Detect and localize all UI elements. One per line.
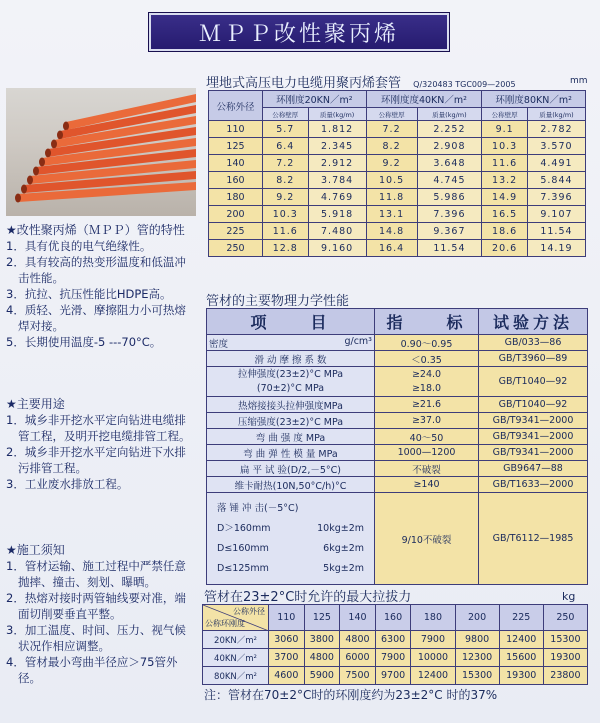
data-cell: 13.1: [366, 206, 417, 223]
data-cell: 7.396: [527, 189, 585, 206]
data-cell: 8.2: [366, 138, 417, 155]
table1-unit: mm: [570, 76, 588, 86]
sub-header: 公称壁厚: [366, 108, 417, 121]
od-col: 200: [455, 605, 499, 631]
pipe-end: [63, 122, 69, 131]
force-cell: 5900: [304, 667, 340, 685]
data-cell: 13.2: [482, 172, 528, 189]
impact-label: 落 锤 冲 击(－5°C) D＞160mm 10kg±2m D≤160mm 6kg±2m D≤125mm 5kg±2m: [207, 493, 375, 585]
force-cell: 15300: [543, 631, 587, 649]
friction-label: 滑 动 摩 擦 系 数: [207, 351, 375, 367]
features-heading: ★改性聚丙烯（ＭＰＰ）管的特性: [6, 223, 185, 237]
sub-header: 公称壁厚: [482, 108, 528, 121]
pipe-end: [39, 158, 45, 167]
construction-item: 4．管材最小弯曲半径应＞75管外径。: [6, 655, 178, 685]
force-cell: 3800: [304, 631, 340, 649]
force-cell: 4800: [304, 649, 340, 667]
force-cell: 12400: [499, 631, 543, 649]
weld-value: ≥21.6: [375, 397, 479, 413]
force-cell: 12300: [455, 649, 499, 667]
features-block: [6, 222, 196, 350]
od-cell: 180: [209, 189, 263, 206]
data-cell: 9.107: [527, 206, 585, 223]
force-cell: 6300: [375, 631, 411, 649]
data-cell: 9.2: [263, 189, 309, 206]
data-cell: 7.2: [263, 155, 309, 172]
data-cell: 7.2: [366, 121, 417, 138]
stiffness-label: 80KN／m²: [203, 667, 269, 685]
table-row: [209, 172, 586, 189]
feature-item: 2．具有较高的热变形温度和低温冲击性能。: [6, 255, 186, 285]
table1-title-text: 埋地式高压电力电缆用聚丙烯套管: [206, 76, 402, 91]
weld-label: 热熔接接头拉伸强度MPa: [207, 397, 375, 413]
pipe-photo: [6, 88, 196, 216]
od-col: 110: [269, 605, 305, 631]
footnote: 注：管材在70±2°C时的环刚度约为23±2°C 时的37%: [204, 688, 498, 702]
flatten-method: GB9647—88: [479, 461, 588, 477]
density-method: GB/033—86: [479, 335, 588, 351]
data-cell: 5.7: [263, 121, 309, 138]
data-cell: 1.812: [308, 121, 366, 138]
group-header: 环刚度度40KN／m²: [366, 91, 482, 108]
sub-header: 质量(kg/m): [527, 108, 585, 121]
force-cell: 9700: [375, 667, 411, 685]
od-col: 140: [340, 605, 376, 631]
force-cell: 10000: [411, 649, 455, 667]
impact-line: D≤125mm 5kg±2m: [217, 562, 364, 574]
force-cell: 6000: [340, 649, 376, 667]
od-cell: 160: [209, 172, 263, 189]
data-cell: 14.19: [527, 240, 585, 257]
flex-strength-label: 弯 曲 强 度 MPa: [207, 429, 375, 445]
data-cell: 5.918: [308, 206, 366, 223]
data-cell: 2.908: [417, 138, 482, 155]
flex-modulus-label: 弯 曲 弹 性 模 量 MPa: [207, 445, 375, 461]
construction-item: 3．加工温度、时间、压力、视气候状况作相应调整。: [6, 623, 186, 653]
sub-header: 质量(kg/m): [417, 108, 482, 121]
weld-method: GB/T1040—92: [479, 397, 588, 413]
friction-value: ＜0.35: [375, 351, 479, 367]
diag-bottom-label: 公称环刚度: [205, 619, 245, 628]
table-row: [209, 138, 586, 155]
force-cell: 15300: [455, 667, 499, 685]
data-cell: 4.491: [527, 155, 585, 172]
feature-item: 5．长期使用温度-5 ---70°C。: [6, 335, 162, 349]
spec-header: 指 标: [375, 309, 479, 335]
data-cell: 9.160: [308, 240, 366, 257]
page-title: ＭＰＰ改性聚丙烯: [148, 12, 450, 52]
od-cell: 250: [209, 240, 263, 257]
data-cell: 18.6: [482, 223, 528, 240]
construction-heading: ★施工须知: [6, 543, 65, 557]
feature-item: 4．质轻、光滑、摩擦阻力小可热熔焊对接。: [6, 303, 186, 333]
data-cell: 20.6: [482, 240, 528, 257]
force-cell: 15600: [499, 649, 543, 667]
pipe-end: [57, 131, 63, 140]
force-cell: 4800: [340, 631, 376, 649]
force-cell: 7900: [411, 631, 455, 649]
data-cell: 11.6: [263, 223, 309, 240]
table3-unit: kg: [562, 590, 576, 603]
force-cell: 19300: [543, 649, 587, 667]
table-row: [209, 223, 586, 240]
data-cell: 9.367: [417, 223, 482, 240]
od-cell: 225: [209, 223, 263, 240]
method-header: 试验方法: [479, 309, 588, 335]
data-cell: 14.9: [482, 189, 528, 206]
pipe-end: [33, 167, 39, 176]
pipe-spec-table: [208, 90, 586, 257]
force-cell: 7500: [340, 667, 376, 685]
data-cell: 2.345: [308, 138, 366, 155]
data-cell: 3.570: [527, 138, 585, 155]
data-cell: 10.3: [482, 138, 528, 155]
stiffness-label: 20KN／m²: [203, 631, 269, 649]
feature-item: 1．具有优良的电气绝缘性。: [6, 239, 152, 253]
use-item: 1．城乡非开挖水平定向钻进电缆排管工程，及明开挖电缆排管工程。: [6, 413, 191, 443]
compress-label: 压缩强度(23±2)°C MPa: [207, 413, 375, 429]
flatten-label: 扁 平 试 验(D/2,－5°C): [207, 461, 375, 477]
pipe-end: [51, 140, 57, 149]
density-label: 密度 g/cm³: [207, 335, 375, 351]
table-row: [209, 189, 586, 206]
tensile-label: 拉伸强度(23±2)°C MPa (70±2)°C MPa: [207, 367, 375, 397]
use-item: 3．工业废水排放工程。: [6, 477, 129, 491]
vicat-method: GB/T1633—2000: [479, 477, 588, 493]
data-cell: 2.782: [527, 121, 585, 138]
tensile-value: ≥24.0 ≥18.0: [375, 367, 479, 397]
table2-title: 管材的主要物理力学性能: [206, 294, 350, 309]
impact-method: GB/T6112—1985: [479, 493, 588, 585]
table-row: [209, 240, 586, 257]
force-cell: 3060: [269, 631, 305, 649]
data-cell: 9.2: [366, 155, 417, 172]
od-cell: 200: [209, 206, 263, 223]
density-unit: g/cm³: [344, 335, 372, 347]
table-row: [203, 631, 588, 649]
od-col: 160: [375, 605, 411, 631]
data-cell: 10.5: [366, 172, 417, 189]
construction-block: [6, 542, 196, 686]
table1-standard: Q/320483 TGC009—2005: [413, 80, 516, 89]
feature-item: 3．抗拉、抗压性能比HDPE高。: [6, 287, 172, 301]
construction-item: 1．管材运输、施工过程中严禁任意抛摔、撞击、刻划、曝晒。: [6, 559, 186, 589]
uses-heading: ★主要用途: [6, 397, 65, 411]
od-header: 公称外径: [209, 91, 263, 121]
tensile-method: GB/T1040—92: [479, 367, 588, 397]
friction-method: GB/T3960—89: [479, 351, 588, 367]
data-cell: 11.8: [366, 189, 417, 206]
density-value: 0.90～0.95: [375, 335, 479, 351]
data-cell: 14.8: [366, 223, 417, 240]
data-cell: 7.480: [308, 223, 366, 240]
sub-header: 公称壁厚: [263, 108, 309, 121]
group-header: 环刚度80KN／m²: [482, 91, 586, 108]
table-row: [203, 649, 588, 667]
od-cell: 110: [209, 121, 263, 138]
data-cell: 5.986: [417, 189, 482, 206]
compress-value: ≥37.0: [375, 413, 479, 429]
flex-modulus-value: 1000—1200: [375, 445, 479, 461]
item-header: 项 目: [207, 309, 375, 335]
od-col: 250: [543, 605, 587, 631]
diagonal-header-cell: [203, 605, 269, 631]
pipe-end: [27, 176, 33, 185]
impact-value: 9/10不破裂: [375, 493, 479, 585]
force-cell: 23800: [543, 667, 587, 685]
force-cell: 19300: [499, 667, 543, 685]
data-cell: 7.396: [417, 206, 482, 223]
od-col: 125: [304, 605, 340, 631]
uses-block: [6, 396, 196, 492]
group-header: 环刚度20KN／m²: [263, 91, 367, 108]
flex-strength-method: GB/T9341—2000: [479, 429, 588, 445]
pipe-end: [45, 149, 51, 158]
data-cell: 9.1: [482, 121, 528, 138]
table1-title: [206, 72, 516, 91]
force-cell: 12400: [411, 667, 455, 685]
force-cell: 4600: [269, 667, 305, 685]
pipe-end: [21, 185, 27, 194]
diag-top-label: 公称外径: [233, 607, 265, 616]
pull-force-table: [202, 604, 588, 685]
od-col: 180: [411, 605, 455, 631]
flex-strength-value: 40～50: [375, 429, 479, 445]
vicat-label: 维卡耐热(10N,50°C/h)°C: [207, 477, 375, 493]
impact-line: D＞160mm 10kg±2m: [217, 522, 364, 534]
force-cell: 9800: [455, 631, 499, 649]
use-item: 2．城乡非开挖水平定向钻进下水排污排管工程。: [6, 445, 186, 475]
data-cell: 5.844: [527, 172, 585, 189]
stiffness-label: 40KN／m²: [203, 649, 269, 667]
data-cell: 3.648: [417, 155, 482, 172]
data-cell: 16.5: [482, 206, 528, 223]
force-cell: 7900: [375, 649, 411, 667]
data-cell: 4.769: [308, 189, 366, 206]
data-cell: 16.4: [366, 240, 417, 257]
data-cell: 12.8: [263, 240, 309, 257]
data-cell: 2.252: [417, 121, 482, 138]
table3-title: 管材在23±2°C时允许的最大拉拔力: [204, 590, 412, 605]
flex-modulus-method: GB/T9341—2000: [479, 445, 588, 461]
pipe-end: [15, 194, 21, 203]
data-cell: 10.3: [263, 206, 309, 223]
construction-item: 2．热熔对接时两管轴线要对准，端面切削要垂直平整。: [6, 591, 186, 621]
data-cell: 11.54: [527, 223, 585, 240]
data-cell: 8.2: [263, 172, 309, 189]
data-cell: 11.6: [482, 155, 528, 172]
compress-method: GB/T9341—2000: [479, 413, 588, 429]
impact-line: D≤160mm 6kg±2m: [217, 542, 364, 554]
flatten-value: 不破裂: [375, 461, 479, 477]
table-row: [209, 206, 586, 223]
force-cell: 3700: [269, 649, 305, 667]
data-cell: 6.4: [263, 138, 309, 155]
table-row: [209, 155, 586, 172]
properties-table: [206, 308, 588, 585]
vicat-value: ≥140: [375, 477, 479, 493]
sub-header: 质量(kg/m): [308, 108, 366, 121]
od-col: 225: [499, 605, 543, 631]
data-cell: 4.745: [417, 172, 482, 189]
od-cell: 140: [209, 155, 263, 172]
table-row: [203, 667, 588, 685]
data-cell: 2.912: [308, 155, 366, 172]
od-cell: 125: [209, 138, 263, 155]
data-cell: 11.54: [417, 240, 482, 257]
table-row: [209, 121, 586, 138]
data-cell: 3.784: [308, 172, 366, 189]
